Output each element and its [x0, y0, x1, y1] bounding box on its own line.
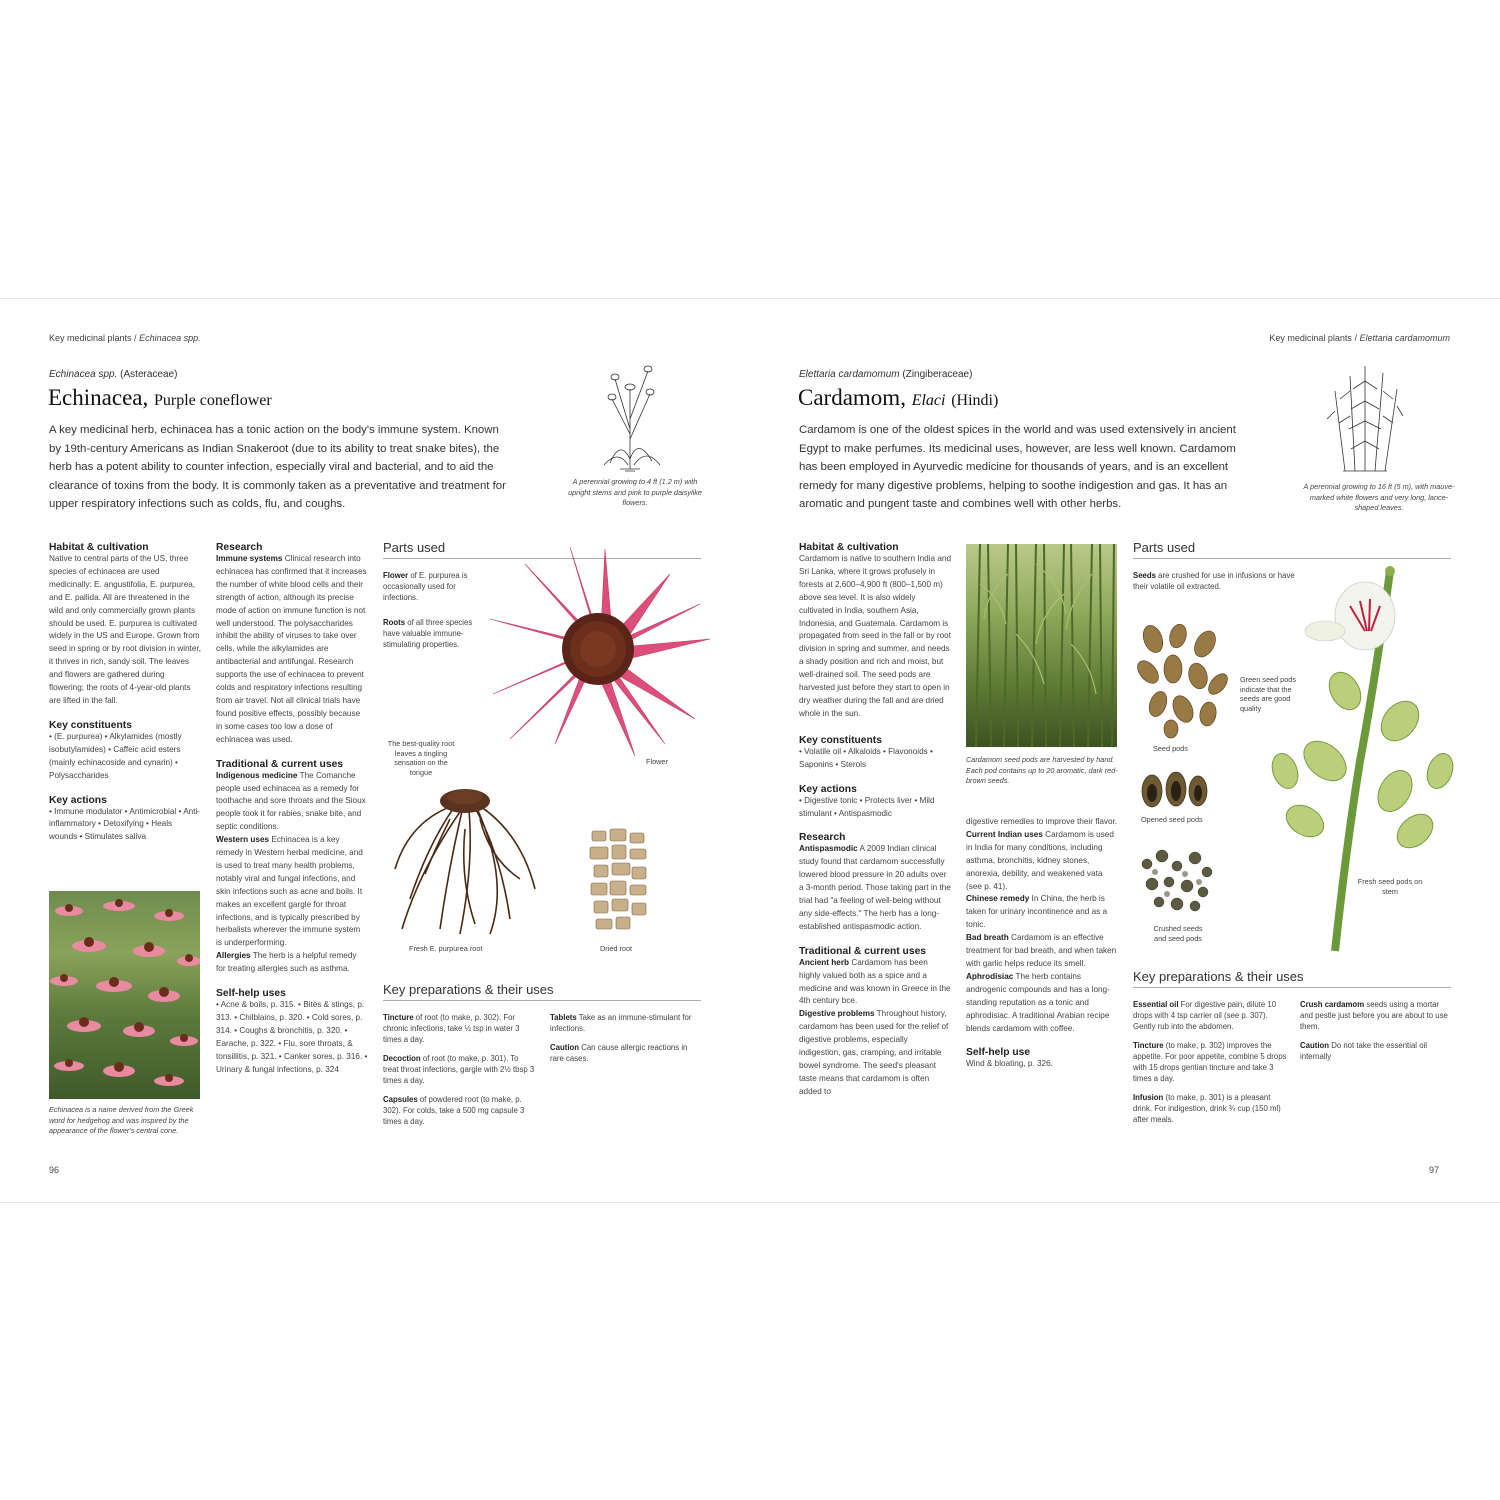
title-sub: Purple coneflower [153, 392, 272, 409]
label-fresh-root: Fresh E. purpurea root [409, 944, 483, 953]
label-fresh-pods: Fresh seed pods on stem [1357, 877, 1423, 896]
chinese-paragraph [966, 893, 1118, 932]
seeds-lead: Seeds [1133, 571, 1156, 580]
prep-column-2-left [550, 1012, 700, 1064]
column-habitat-echinacea [49, 542, 201, 844]
prep-oil-lead: Essential oil [1133, 1000, 1179, 1009]
ancient-lead: Ancient herb [799, 957, 850, 967]
page-title-cardamom [798, 385, 998, 411]
latin-genus: Echinacea spp. [49, 369, 118, 380]
allergies-text: The herb is a helpful remedy for treating allergies such as asthma. [216, 951, 357, 974]
running-head-text: Key medicinal plants [49, 333, 132, 343]
echinacea-illustration [590, 359, 670, 474]
cardamom-illustration [1325, 361, 1405, 476]
prep-tincture [383, 1012, 535, 1045]
actions-heading: Key actions [49, 794, 107, 806]
parts-used-heading-right: Parts used [1133, 540, 1451, 559]
ancient-paragraph [799, 957, 951, 1009]
title-main: Cardamom, [798, 385, 906, 410]
coneflower-field-drawing [49, 891, 200, 1099]
plant-family: (Zingiberaceae) [902, 369, 973, 380]
breath-text: Cardamom is an effective treatment for bad breath, and when taken with garlic helps reduce its smell. [966, 933, 1117, 968]
prep-infusion-text: (to make, p. 301) is a pleasant drink. For indigestion, drink ¾ cup (150 ml) after meals. [1133, 1093, 1281, 1124]
traditional-heading: Traditional & current uses [216, 758, 344, 770]
actions-text: • Immune modulator • Antimicrobial • Anti-inflammatory • Detoxifying • Heals wounds • Stimulates saliva [49, 806, 201, 842]
prep-tablets [550, 1012, 700, 1034]
running-head-italic: Elettaria cardamomum [1359, 333, 1450, 343]
breath-lead: Bad breath [966, 933, 1009, 943]
western-lead: Western uses [216, 835, 270, 845]
research-paragraph [216, 553, 368, 747]
constituents-text: • Volatile oil • Alkaloids • Flavonoids • Saponins • Sterols [799, 746, 933, 769]
traditional-heading: Traditional & current uses [799, 945, 927, 957]
research-text: Clinical research into echinacea has confirmed that it increases the number of white blood cells and their strength of action, although its precise mode of action on immune function is not well understood. The polysaccharides inhibit the ability of viruses to take over cells, while the alkylamides are antibacterial and antifungal. Research supports the use of echinacea to prevent colds and respiratory infections resulting from air travel. Not all clinical trials have found positive effects, possibly because in some cases too low a dose of echinacea was used. [216, 554, 367, 744]
cardamom-photo-caption: Cardamom seed pods are harvested by hand. Each pod contains up to 20 aromatic, dark red-brown seeds. [966, 755, 1118, 785]
selfhelp-heading: Self-help uses [216, 988, 286, 1000]
habitat-heading: Habitat & cultivation [799, 542, 899, 553]
page-number-left: 96 [49, 1165, 60, 1175]
digestive-text: Throughout history, cardamom has been used for the relief of digestive problems, especially indigestion, gas, cramping, and irritable bowel syndrome. The seed's pleasant taste means that cardamom is often added to [799, 1009, 949, 1096]
roots-part-note [383, 617, 483, 650]
selfhelp-heading-right: Self-help use [966, 1047, 1031, 1059]
allergies-lead: Allergies [216, 951, 251, 961]
opened-pods-image [1138, 767, 1208, 812]
indian-text: Cardamom is used in India for many conditions, including asthma, bronchitis, kidney stones, anorexia, debility, and weakened vata (see p. 41). [966, 829, 1114, 891]
aphro-paragraph [966, 971, 1118, 1036]
prep-capsules-lead: Capsules [383, 1095, 418, 1104]
actions-heading: Key actions [799, 783, 857, 795]
prep-caution-lead-left: Caution [550, 1043, 580, 1052]
actions-text: • Digestive tonic • Protects liver • Mild stimulant • Antispasmodic [799, 795, 935, 818]
label-seed-pods: Seed pods [1153, 744, 1188, 753]
prep-column-1-left [383, 1012, 535, 1127]
breath-paragraph [966, 932, 1118, 971]
chinese-lead: Chinese remedy [966, 894, 1030, 904]
prep-tincture-lead-right: Tincture [1133, 1041, 1164, 1050]
indigenous-paragraph [216, 770, 368, 835]
field-photo-caption: Echinacea is a name derived from the Greek word for hedgehog and was inspired by the appearance of the flower's central cone. [49, 1105, 194, 1135]
western-paragraph [216, 834, 368, 950]
seeds-text: are crushed for use in infusions or have their volatile oil extracted. [1133, 571, 1295, 591]
prep-tincture-lead: Tincture [383, 1013, 414, 1022]
prep-caution-lead-right: Caution [1300, 1041, 1330, 1050]
research-text: A 2009 Indian clinical study found that cardamom successfully lowered blood pressure in 20 adults over a 3-month period. Those taking part in the trial had "a feeling of well-being without any side-effects." The herb has a long-established antispasmodic action. [799, 844, 951, 931]
prep-crush-lead: Crush cardamom [1300, 1000, 1365, 1009]
page-number-right: 97 [1428, 1165, 1439, 1175]
title-sub-italic: Elaci [911, 392, 946, 409]
prep-tincture-right [1133, 1040, 1288, 1084]
ancient-text: Cardamom has been highly valued both as a spice and a medicine and was known in Greece in the 4th century bce. [799, 957, 951, 1006]
prep-decoction-text: of root (to make, p. 301). To treat throat infections, gargle with 2½ tbsp 3 times a day. [383, 1054, 535, 1085]
constituents-heading: Key constituents [799, 734, 882, 746]
prep-oil-text: For digestive pain, dilute 10 drops with 4 tsp carrier oil (see p. 307). Gently rub into the abdomen. [1133, 1000, 1277, 1031]
constituents-heading: Key constituents [49, 719, 132, 731]
intro-cardamom: Cardamom is one of the oldest spices in the world and was used extensively in ancient Egypt to make perfumes. Its medicinal uses, however, are less well known. Cardamom has been employed in Ayurvedic medicine for thousands of years, and is an excellent remedy for many digestive problems, helping to soothe indigestion and gas. It has an aromatic and pungent taste and combines well with other herbs. [799, 424, 1236, 511]
allergies-paragraph [216, 950, 368, 976]
prep-tablets-lead: Tablets [550, 1013, 577, 1022]
illustration-caption-echinacea: A perennial growing to 4 ft (1.2 m) with upright stems and pink to purple daisylike flowers. [568, 477, 702, 507]
cardamom-plants-photo [966, 544, 1117, 747]
selfhelp-text: • Acne & boils, p. 315. • Bites & stings, p. 313. • Chilblains, p. 320. • Cold sores, p. 314. • Coughs & bronchitis, p. 320. • Earache, p. 322. • Flu, sore throats, & tonsillitis, p. 321. • Canker sores, p. 316. • Urinary & fungal infections, p. 324 [216, 1000, 368, 1074]
title-sub: (Hindi) [951, 392, 999, 409]
plant-family: (Asteraceae) [120, 369, 178, 380]
illustration-caption-cardamom: A perennial growing to 16 ft (5 m), with mauve-marked white flowers and very long, lance-shaped leaves. [1303, 482, 1455, 512]
prep-caution-left [550, 1042, 700, 1064]
western-text: Echinacea is a key remedy in Western herbal medicine, and is used to treat many health problems, notably viral and fungal infections, and skin infections such as acne and boils. It makes an excellent gargle for throat infections, and is typically prescribed by herbalists wherever the immune system is underperforming. [216, 835, 363, 948]
digestive-paragraph [799, 1008, 951, 1098]
habitat-text: Cardamom is native to southern India and Sri Lanka, where it grows profusely in forests at 2,600–4,900 ft (800–1,500 m) above sea level. It is also widely cultivated in India, southern Asia, Indonesia, and Guatemala. Cardamom is propagated from seed in the fall or by root division in spring and summer, and needs a shady position and rich and moist, but well-drained soil. The seed pods are harvested just before they start to open in dry weather during the fall and are dried whole in the sun. [799, 554, 952, 718]
indian-lead: Current Indian uses [966, 829, 1043, 839]
prep-capsules-text: of powdered root (to make, p. 302). For colds, take a 500 mg capsule 3 times a day. [383, 1095, 525, 1126]
prep-crush [1300, 999, 1450, 1032]
page-title-echinacea [48, 385, 272, 411]
latin-name-echinacea [49, 369, 177, 380]
indigenous-text: The Comanche people used echinacea as a remedy for toothache and sore throats and the Sioux people took it for rabies, snake bite, and septic conditions. [216, 770, 366, 832]
prep-heading-right: Key preparations & their uses [1133, 969, 1451, 988]
prep-oil [1133, 999, 1288, 1032]
prep-crush-text: seeds using a mortar and pestle just before you are about to use them. [1300, 1000, 1448, 1031]
cardamom-plants-drawing [966, 544, 1117, 747]
digestive-lead: Digestive problems [799, 1009, 875, 1019]
habitat-heading: Habitat & cultivation [49, 542, 149, 553]
running-head-left: Key medicinal plants / Echinacea spp. [49, 333, 201, 343]
indian-paragraph [966, 829, 1118, 894]
aphro-lead: Aphrodisiac [966, 971, 1014, 981]
label-dried-root: Dried root [600, 944, 633, 953]
latin-genus: Elettaria cardamomum [799, 369, 900, 380]
selfhelp-text-right: Wind & bloating, p. 326. [966, 1059, 1053, 1069]
prep-column-1-right [1133, 999, 1288, 1125]
roots-part-lead: Roots [383, 618, 406, 627]
flower-part-text: of E. purpurea is occasionally used for infections. [383, 571, 468, 602]
latin-name-cardamom [799, 369, 972, 380]
running-head-right: Key medicinal plants / Elettaria cardamomum [1269, 333, 1450, 343]
intro-echinacea: A key medicinal herb, echinacea has a tonic action on the body's immune system. Known by 19th-century Americans as Indian Snakeroot (due to its ability to treat snake bites), the herb has a potent ability to counter infection, especially viral and bacterial, and to aid the clearance of toxins from the body. It is commonly taken as a preventative and treatment for upper respiratory infections such as colds, flu, and coughs. [49, 424, 506, 511]
prep-capsules [383, 1094, 535, 1127]
habitat-text: Native to central parts of the US, three species of echinacea are used medicinally: E. angustifolia, E. purpurea, and E. pallida. All are threatened in the wild and only commercially grown plants should be used. E. purpurea is cultivated widely in the US and Europe. Grown from seed in spring or by root division in winter, it thrives in rich, sandy soil. The leaves and flowers are gathered during flowering; the roots of 4-year-old plants are lifted in the fall. [49, 554, 201, 705]
label-green-pods: Green seed pods indicate that the seeds are good quality [1240, 675, 1296, 713]
parts-used-heading-left: Parts used [383, 540, 701, 559]
research-heading: Research [216, 542, 263, 553]
column-uses-cardamom [966, 816, 1118, 1071]
label-flower: Flower [646, 757, 668, 766]
research-paragraph [799, 843, 951, 933]
research-heading: Research [799, 832, 846, 844]
aphro-text: The herb contains androgenic compounds and has a long-standing reputation as a tonic and aphrodisiac. A traditional Arabian recipe blends cardamom with coffee. [966, 971, 1110, 1033]
fresh-pods-stem-image [1265, 561, 1465, 956]
column-research-echinacea [216, 542, 368, 1077]
prep-caution-right [1300, 1040, 1450, 1062]
chinese-text: In China, the herb is taken for urinary incontinence and as a tonic. [966, 894, 1108, 930]
research-lead: Immune systems [216, 554, 283, 563]
constituents-text: • (E. purpurea) • Alkylamides (mostly isobutylamides) • Caffeic acid esters (mainly echinacoside and cynarin) • Polysaccharides [49, 731, 182, 780]
prep-infusion [1133, 1092, 1288, 1125]
coneflower-field-photo [49, 891, 200, 1099]
dried-root-image [588, 827, 650, 935]
prep-decoction-lead: Decoction [383, 1054, 421, 1063]
fresh-root-image [390, 779, 540, 939]
indigenous-lead: Indigenous medicine [216, 770, 298, 780]
coneflower-flower-image [485, 544, 715, 759]
roots-part-text: of all three species have valuable immune-stimulating properties. [383, 618, 473, 649]
title-main: Echinacea, [48, 385, 149, 410]
research-lead: Antispasmodic [799, 844, 858, 854]
book-spread [0, 298, 1500, 1203]
flower-part-note [383, 570, 483, 603]
seed-pods-image [1133, 624, 1228, 739]
prep-tincture-text: of root (to make, p. 302). For chronic infections, take ½ tsp in water 3 times a day. [383, 1013, 520, 1044]
prep-infusion-lead: Infusion [1133, 1093, 1164, 1102]
column-habitat-cardamom [799, 542, 951, 1099]
prep-heading-left: Key preparations & their uses [383, 982, 701, 1001]
flower-part-lead: Flower [383, 571, 409, 580]
col2-continued: digestive remedies to improve their flavor. [966, 817, 1118, 826]
prep-tincture-text-right: (to make, p. 302) improves the appetite. For poor appetite, combine 5 drops with 15 drops gentian tincture and take 3 times a day. [1133, 1041, 1287, 1083]
prep-tablets-text: Take as an immune-stimulant for infections. [550, 1013, 692, 1033]
label-root-note: The best-quality root leaves a tingling sensation on the tongue [387, 739, 455, 777]
prep-column-2-right [1300, 999, 1450, 1062]
prep-decoction [383, 1053, 535, 1086]
prep-caution-text-left: Can cause allergic reactions in rare cases. [550, 1043, 688, 1063]
running-head-italic: Echinacea spp. [139, 333, 201, 343]
label-crushed: Crushed seeds and seed pods [1153, 924, 1203, 943]
label-opened-pods: Opened seed pods [1141, 815, 1203, 824]
crushed-seeds-image [1137, 844, 1217, 919]
running-head-text: Key medicinal plants [1269, 333, 1352, 343]
prep-caution-text-right: Do not take the essential oil internally [1300, 1041, 1427, 1061]
